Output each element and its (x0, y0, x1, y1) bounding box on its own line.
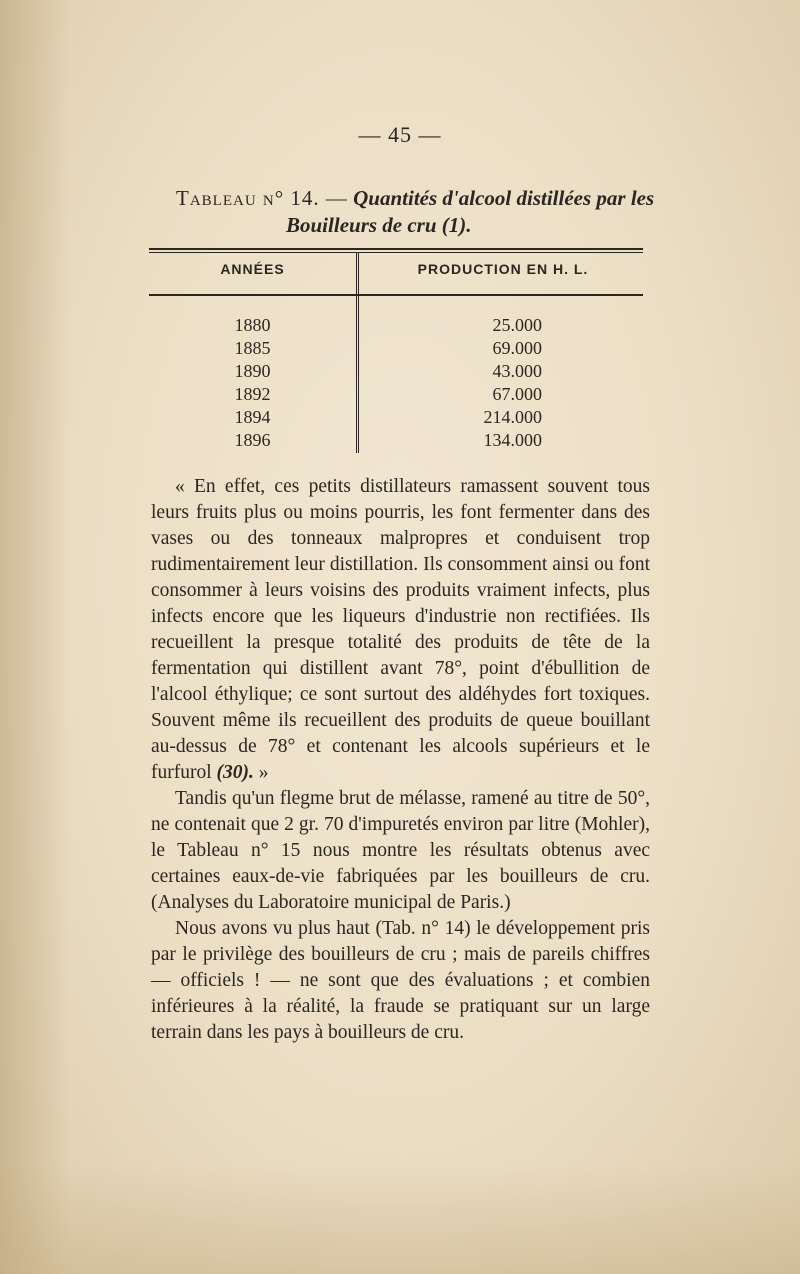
table-top-rule (149, 248, 643, 253)
paragraph-quote-text: « En effet, ces petits distillateurs ramassent souvent tous leurs fruits plus ou moins pourris, les font fermenter dans des vases ou des tonneaux malpropres et conduisent trop rudimentairement leur distillation. Ils consomment ainsi ou font consommer à leurs voisins des produits vraiment infects, plus infects encore que les liqueurs d'industrie non rectifiées. Ils recueillent la presque totalité des produits de tête de la fermentation qui distillent avant 78°, point d'ébullition de l'alcool éthylique; ce sont surtout des aldéhydes fort toxiques. Souvent même ils recueillent des produits de queue bouillant au-dessus de 78° et contenant les alcools supérieurs et le furfurol (151, 476, 650, 783)
years-column (149, 314, 356, 452)
production-table (149, 248, 643, 456)
table-caption (176, 185, 696, 239)
header-production: PRODUCTION EN H. L. (417, 261, 589, 277)
table-cell-production: 214.000 (483, 407, 542, 427)
page-edge-shadow (0, 0, 70, 1274)
caption-lead: Tableau n° 14. — (176, 186, 348, 210)
reference-mark: (30). (216, 762, 254, 783)
production-column (359, 314, 643, 452)
caption-title-line1: Quantités d'alcool distillées par les (353, 186, 655, 210)
paragraph-conclusion: Nous avons vu plus haut (Tab. n° 14) le développement pris par le privilège des bouilleurs de cru ; mais de pareils chiffres — officiels ! — ne sont que des évaluations ; et combien inférieures à la réalité, la fraude se pratiquant sur un large terrain dans les pays à bouilleurs de cru. (151, 918, 650, 1043)
body-text (151, 474, 650, 1046)
table-header-rule (149, 294, 643, 296)
page-number: — 45 — (358, 122, 442, 147)
table-cell-production: 67.000 (492, 384, 542, 404)
page-bottom-shadow (0, 1164, 800, 1274)
header-years: ANNÉES (220, 261, 285, 277)
table-cell-production: 134.000 (483, 430, 542, 450)
table-cell-production: 69.000 (492, 338, 542, 358)
table-cell-year: 1890 (234, 361, 271, 381)
paragraph-quote-end: » (253, 762, 269, 783)
table-cell-year: 1894 (234, 407, 271, 427)
paragraph-analysis: Tandis qu'un flegme brut de mélasse, ramené au titre de 50°, ne contenait que 2 gr. 70 d'impuretés environ par litre (Mohler), le Tableau n° 15 nous montre les résultats obtenus avec certaines eaux-de-vie fabriquées par les bouilleurs de cru. (Analyses du Laboratoire municipal de Paris.) (151, 788, 650, 913)
caption-title-line2: Bouilleurs de cru (1). (286, 213, 472, 237)
table-cell-year: 1896 (234, 430, 271, 450)
table-cell-production: 25.000 (492, 315, 542, 335)
table-cell-production: 43.000 (492, 361, 542, 381)
table-cell-year: 1880 (234, 315, 271, 335)
table-cell-year: 1892 (234, 384, 271, 404)
paragraph-quote (151, 474, 650, 786)
table-cell-year: 1885 (234, 338, 271, 358)
